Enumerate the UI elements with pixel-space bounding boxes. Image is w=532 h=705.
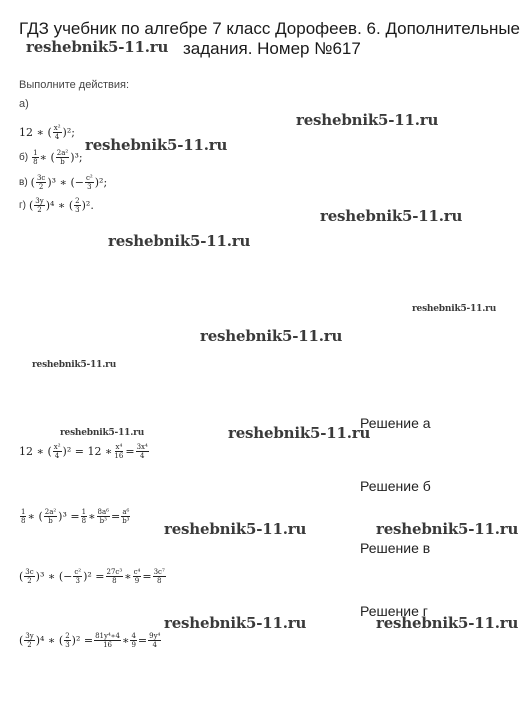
fraction-numerator: 3y [35, 197, 44, 205]
fraction [81, 508, 87, 525]
math-text: )³ ∗ (− [47, 176, 85, 189]
fraction [36, 174, 46, 191]
fraction-denominator: 3 [75, 577, 80, 585]
fraction-denominator: 8 [21, 517, 26, 525]
fraction [94, 632, 121, 649]
fraction-denominator: 4 [139, 452, 145, 460]
fraction [53, 443, 62, 460]
watermark: reshebnik5-11.ru [164, 614, 307, 632]
fraction-denominator: 2 [27, 641, 32, 649]
fraction-denominator: b³ [99, 517, 107, 525]
fraction [44, 508, 57, 525]
fraction-denominator: 16 [114, 452, 124, 460]
solution-a-expression [19, 443, 150, 460]
fraction-numerator: 27c³ [106, 568, 123, 576]
math-text: ( [19, 634, 24, 647]
fraction-numerator: 9y⁴ [149, 632, 161, 640]
math-text: )². [81, 199, 94, 212]
fraction-numerator: x² [53, 124, 61, 132]
fraction-numerator: x² [53, 443, 61, 451]
solution-d-heading: Решение г [360, 603, 428, 619]
fraction-denominator: 3 [75, 206, 80, 214]
fraction-denominator: 2 [27, 577, 32, 585]
fraction-denominator: 4 [152, 641, 157, 649]
math-text: ∗ ( [39, 151, 55, 164]
fraction-denominator: 8 [156, 577, 162, 585]
fraction-denominator: 3 [65, 641, 70, 649]
fraction-denominator: 3 [87, 183, 92, 191]
math-text: = [125, 445, 135, 458]
fraction-numerator: 1 [81, 508, 87, 516]
watermark: reshebnik5-11.ru [296, 111, 439, 129]
watermark: reshebnik5-11.ru [108, 232, 251, 250]
math-text: = [142, 570, 152, 583]
math-text: )²; [94, 176, 108, 189]
fraction-numerator: x⁴ [115, 443, 123, 451]
math-text: )³ ∗ (− [35, 570, 73, 583]
fraction [85, 174, 94, 191]
math-text: ∗ ( [27, 510, 43, 523]
fraction [56, 149, 69, 166]
watermark: reshebnik5-11.ru [60, 428, 145, 438]
task-expression-a [19, 124, 75, 141]
task-expression-c [19, 174, 107, 191]
math-text: ∗ [121, 634, 130, 647]
math-text: 12 ∗ ( [19, 126, 52, 139]
fraction-numerator: 2a² [56, 149, 69, 157]
fraction [136, 443, 149, 460]
fraction-denominator: 8 [112, 577, 117, 585]
fraction-denominator: 8 [33, 158, 38, 166]
fraction-numerator: 81y⁴∗4 [95, 632, 120, 640]
fraction [121, 508, 130, 525]
math-text: в) [19, 177, 28, 188]
fraction-denominator: 4 [54, 133, 60, 141]
math-text: )² = [83, 570, 105, 583]
fraction-denominator: 9 [134, 577, 140, 585]
math-text: ( [28, 199, 34, 212]
math-text: )³ = [58, 510, 80, 523]
math-text: )²; [62, 126, 75, 139]
fraction-numerator: c⁴ [133, 568, 141, 576]
watermark: reshebnik5-11.ru [228, 424, 371, 442]
math-text: )² = 12 ∗ [62, 445, 113, 458]
task-expression-d [19, 197, 94, 214]
fraction-numerator: a⁶ [122, 508, 130, 516]
fraction [32, 149, 38, 166]
watermark: reshebnik5-11.ru [85, 136, 228, 154]
fraction [34, 197, 44, 214]
math-text: = [137, 634, 148, 647]
watermark: reshebnik5-11.ru [376, 614, 519, 632]
fraction-numerator: 3y [25, 632, 34, 640]
fraction-numerator: 2 [75, 197, 80, 205]
watermark: reshebnik5-11.ru [200, 327, 343, 345]
fraction-numerator: 3c [25, 568, 34, 576]
fraction-denominator: b [60, 158, 65, 166]
fraction [53, 124, 62, 141]
math-text: ∗ [88, 510, 96, 523]
fraction-denominator: 4 [54, 452, 60, 460]
fraction-numerator: 3c⁷ [153, 568, 165, 576]
solution-b-expression [19, 508, 132, 525]
task-instruction: Выполните действия: [19, 79, 130, 91]
fraction-numerator: 1 [21, 508, 26, 516]
math-text: )⁴ ∗ ( [35, 634, 64, 647]
fraction [153, 568, 166, 585]
watermark: reshebnik5-11.ru [164, 520, 307, 538]
fraction-denominator: b³ [122, 517, 130, 525]
fraction-numerator: c² [86, 174, 93, 182]
fraction-denominator: 2 [37, 206, 42, 214]
math-text: = [110, 510, 121, 523]
task-expression-b [19, 149, 83, 166]
fraction [64, 632, 70, 649]
fraction [24, 568, 34, 585]
fraction [148, 632, 161, 649]
fraction-numerator: 3x⁴ [136, 443, 148, 451]
watermark: reshebnik5-11.ru [26, 38, 169, 56]
watermark: reshebnik5-11.ru [376, 520, 519, 538]
fraction-numerator: 1 [33, 149, 38, 157]
page-title-line2: задания. Номер №617 [183, 39, 361, 58]
fraction-denominator: 8 [81, 517, 87, 525]
fraction-numerator: 3c [36, 174, 46, 182]
solution-c-heading: Решение в [360, 540, 431, 556]
math-text: ∗ [124, 570, 132, 583]
math-text: )⁴ ∗ ( [45, 199, 74, 212]
math-text: )³; [70, 151, 83, 164]
solution-c-expression [19, 568, 167, 585]
math-text: ( [19, 570, 24, 583]
page-title-line1: ГДЗ учебник по алгебре 7 класс Дорофеев. 6. Дополнительные [19, 19, 521, 38]
fraction-denominator: b [48, 517, 53, 525]
fraction [74, 197, 80, 214]
fraction-numerator: 8a⁶ [97, 508, 109, 516]
watermark: reshebnik5-11.ru [412, 304, 497, 314]
fraction-denominator: 2 [38, 183, 44, 191]
solution-d-expression [19, 632, 162, 649]
fraction [106, 568, 124, 585]
fraction-denominator: 16 [103, 641, 112, 649]
math-text: г) [19, 200, 26, 211]
math-text: )² = [71, 634, 94, 647]
task-label-a: а) [19, 98, 29, 110]
fraction [113, 443, 124, 460]
fraction-numerator: 2a² [44, 508, 57, 516]
fraction-numerator: 2 [65, 632, 70, 640]
fraction-numerator: 4 [131, 632, 136, 640]
solution-b-heading: Решение б [360, 478, 431, 494]
math-text: 12 ∗ ( [19, 445, 52, 458]
fraction [130, 632, 136, 649]
watermark: reshebnik5-11.ru [32, 360, 117, 370]
fraction-denominator: 9 [131, 641, 136, 649]
fraction [24, 632, 34, 649]
fraction [20, 508, 26, 525]
fraction-numerator: c² [74, 568, 82, 576]
solution-a-heading: Решение а [360, 415, 431, 431]
math-text: ( [30, 176, 35, 189]
math-text: б) [19, 152, 29, 163]
fraction [97, 508, 110, 525]
fraction [73, 568, 82, 585]
fraction [133, 568, 142, 585]
watermark: reshebnik5-11.ru [320, 207, 463, 225]
